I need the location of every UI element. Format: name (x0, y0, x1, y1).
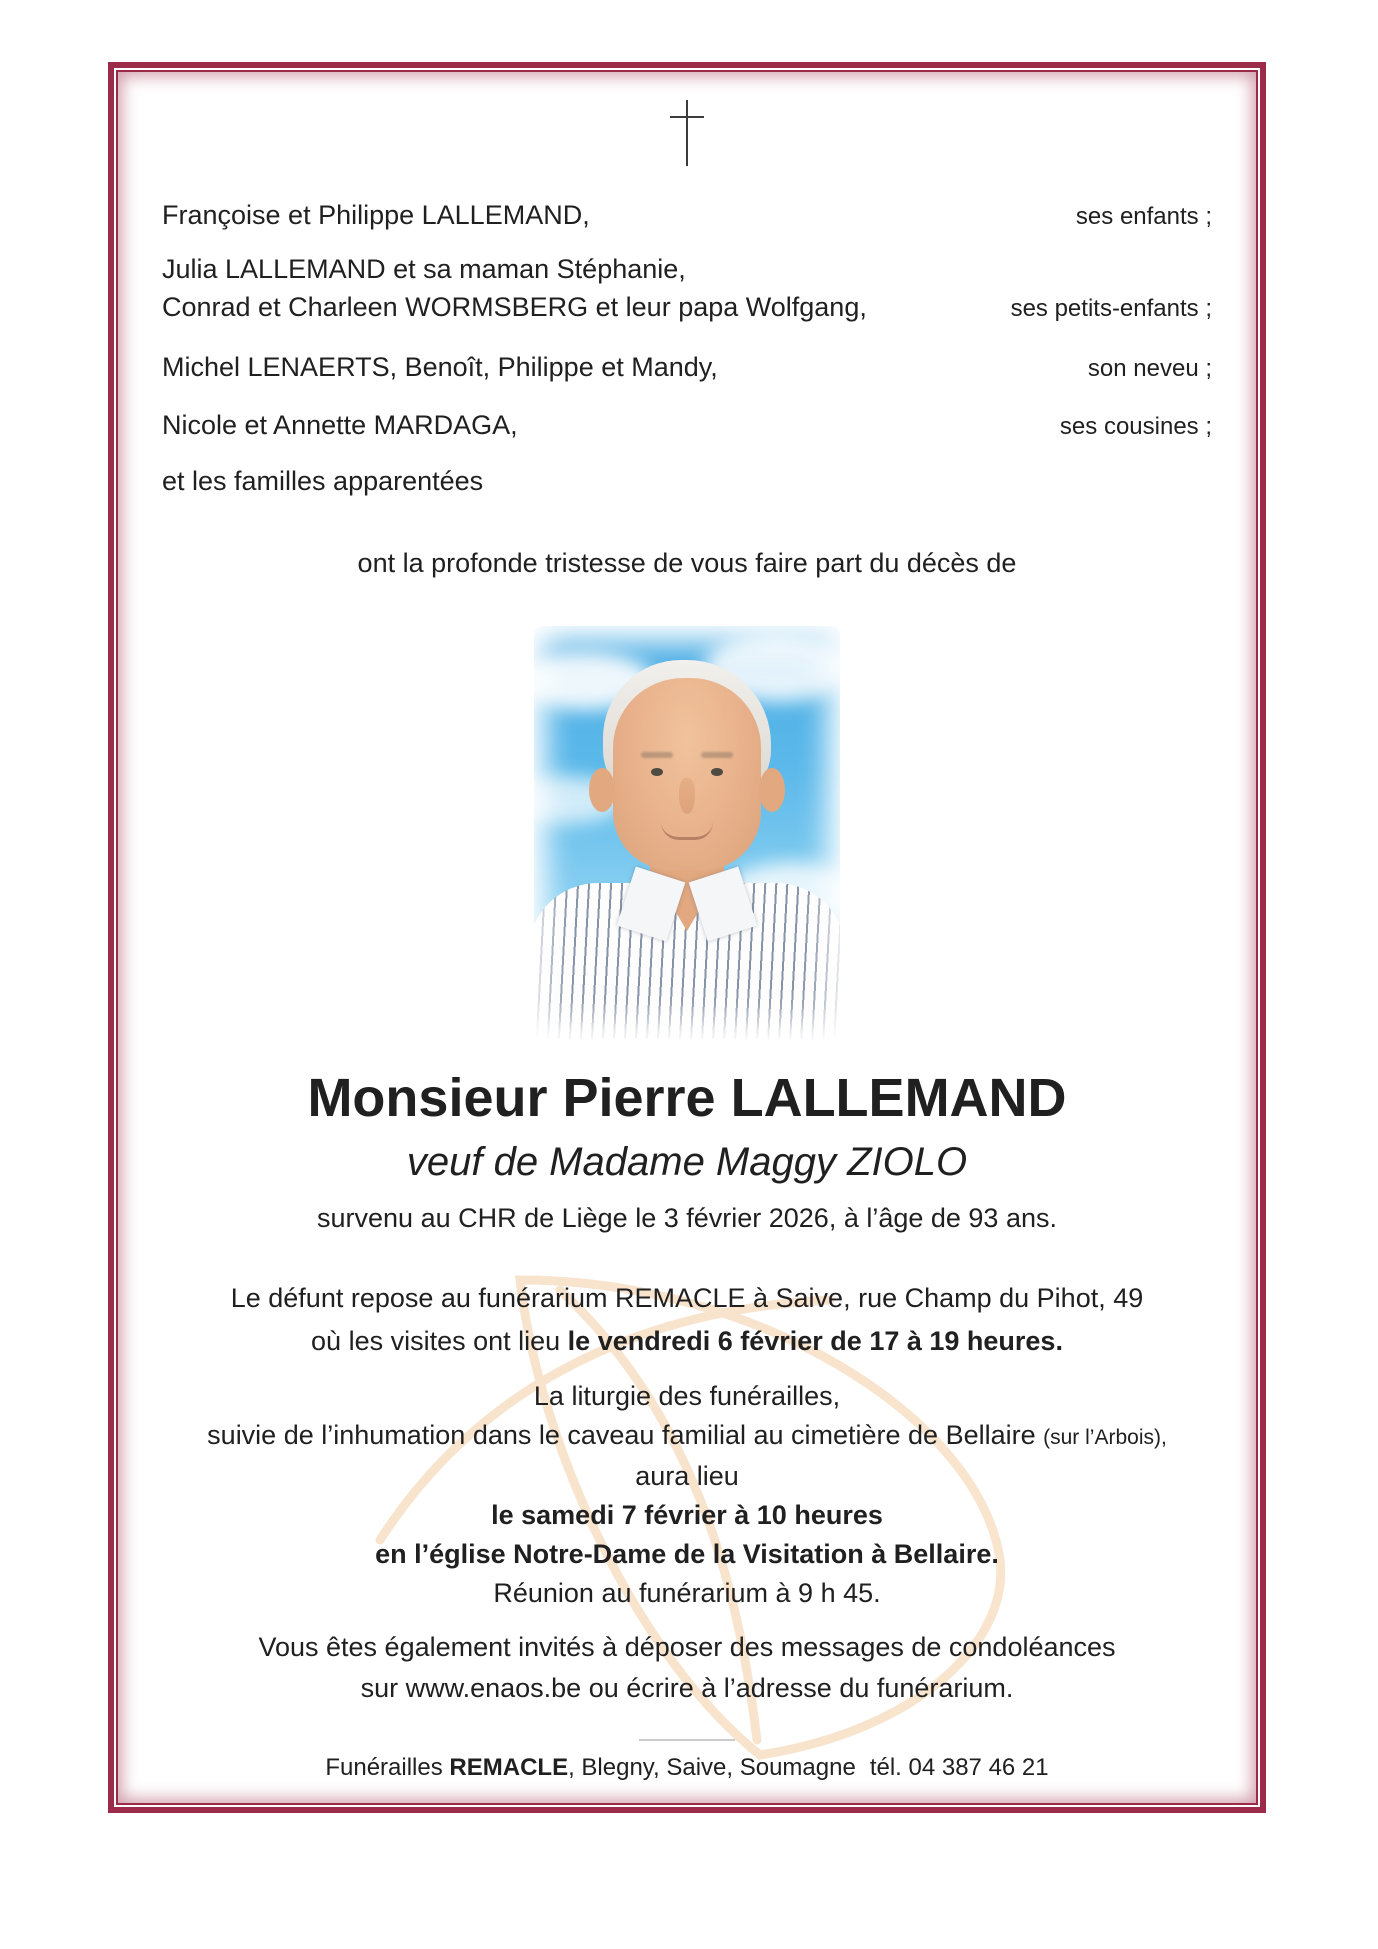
footer-phone: tél. 04 387 46 21 (869, 1754, 1049, 1781)
ceremony-meeting-line: Réunion au funérarium à 9 h 45. (493, 1578, 881, 1608)
death-details-line: survenu au CHR de Liège le 3 février 2026, à l’âge de 93 ans. (317, 1203, 1057, 1233)
footer-brand: REMACLE (449, 1754, 569, 1781)
face (613, 678, 761, 870)
family-names: Françoise et Philippe LALLEMAND, (162, 200, 590, 230)
condolences-paragraph (162, 1627, 1212, 1709)
latin-cross-icon (670, 100, 704, 166)
ear (759, 768, 785, 812)
visitation-paragraph (162, 1277, 1212, 1363)
family-row (162, 462, 1212, 500)
family-relation: ses petits-enfants ; (1010, 295, 1212, 322)
ceremony-line1: La liturgie des funérailles, (533, 1381, 841, 1411)
funeral-home-footer (162, 1751, 1212, 1785)
footer-prefix: Funérailles (325, 1754, 450, 1781)
deceased-name: Monsieur Pierre LALLEMAND (307, 1068, 1067, 1128)
family-row (162, 250, 1212, 288)
condolences-line1: Vous êtes également invités à déposer des messages de condoléances (258, 1632, 1116, 1662)
eyebrow (701, 752, 733, 758)
condolences-line2: sur www.enaos.be ou écrire à l’adresse du funérarium. (360, 1673, 1014, 1703)
visitation-line2-prefix: où les visites ont lieu (311, 1326, 568, 1356)
family-names: Julia LALLEMAND et sa maman Stéphanie, (162, 254, 686, 284)
family-relation: son neveu ; (1087, 355, 1212, 382)
family-names: Michel LENAERTS, Benoît, Philippe et Mandy, (162, 352, 718, 382)
ceremony-line2-main: suivie de l’inhumation dans le caveau familial au cimetière de Bellaire (207, 1420, 1044, 1450)
visitation-line2-bold: le vendredi 6 février de 17 à 19 heures. (567, 1326, 1063, 1356)
family-row (162, 348, 1212, 388)
family-row (162, 406, 1212, 446)
family-names: et les familles apparentées (162, 466, 484, 496)
ceremony-paragraph (162, 1377, 1212, 1613)
eye (711, 768, 723, 776)
sky-background (534, 626, 840, 1039)
ceremony-line2-small: (sur l’Arbois), (1043, 1426, 1167, 1449)
family-relation: ses enfants ; (1075, 203, 1212, 230)
family-relation: ses cousines ; (1059, 413, 1212, 440)
family-names: Nicole et Annette MARDAGA, (162, 410, 518, 440)
card-content (118, 70, 1256, 1805)
family-list (162, 196, 1212, 500)
portrait-photo (512, 608, 862, 1053)
ceremony-line2 (162, 1416, 1212, 1457)
eye (651, 768, 663, 776)
ceremony-church-line: en l’église Notre-Dame de la Visitation à Bellaire. (375, 1539, 999, 1569)
visitation-line2 (162, 1320, 1212, 1363)
announcement-line: ont la profonde tristesse de vous faire part du décès de (357, 548, 1017, 578)
ceremony-date-line: le samedi 7 février à 10 heures (491, 1500, 883, 1530)
family-row (162, 288, 1212, 328)
ceremony-line3: aura lieu (635, 1461, 739, 1491)
footer-locations: , Blegny, Saive, Soumagne (568, 1754, 856, 1781)
footer-divider (639, 1739, 735, 1741)
family-names: Conrad et Charleen WORMSBERG et leur papa Wolfgang, (162, 292, 867, 322)
ear (589, 768, 615, 812)
widower-line: veuf de Madame Maggy ZIOLO (406, 1140, 968, 1184)
visitation-line1: Le défunt repose au funérarium REMACLE à Saive, rue Champ du Pihot, 49 (230, 1283, 1144, 1313)
nose (679, 778, 695, 814)
family-row (162, 196, 1212, 236)
eyebrow (641, 752, 673, 758)
